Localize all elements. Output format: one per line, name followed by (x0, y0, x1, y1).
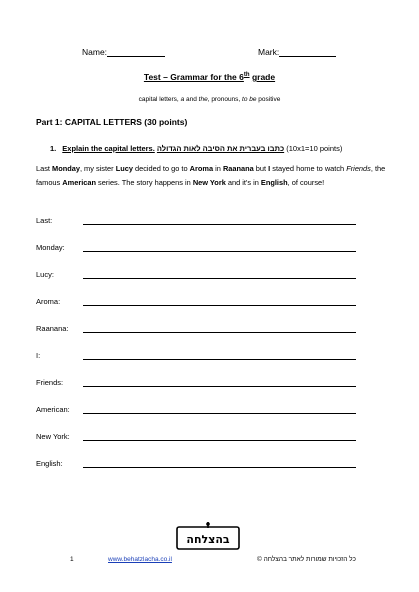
test-title (0, 72, 419, 82)
answer-label: Aroma: (36, 297, 61, 306)
answer-row-raanana (36, 323, 356, 335)
logo-text: בהצלחה (186, 533, 230, 546)
title-superscript: th (243, 72, 250, 79)
answer-line[interactable] (83, 413, 356, 414)
question-hebrew-instruction: כתבו בעברית את הסיבה לאות הגדולה (156, 144, 285, 153)
name-label: Name: (82, 47, 108, 57)
answer-label: Friends: (36, 378, 64, 387)
answer-row-new-york (36, 431, 356, 443)
answer-line[interactable] (83, 278, 356, 279)
behatzlacha-logo-icon (176, 522, 240, 550)
answer-row-american (36, 404, 356, 416)
footer-copyright: כל הזכויות שמורות לאתר בהצלחה © (257, 556, 356, 563)
page-number: 1 (70, 556, 74, 563)
answer-line[interactable] (83, 467, 356, 468)
title-main: Test – Grammar for the 6 (143, 72, 244, 82)
answer-label: Raanana: (36, 324, 69, 333)
answer-line[interactable] (83, 386, 356, 387)
answer-row-lucy (36, 269, 356, 281)
mark-label: Mark: (258, 47, 280, 57)
part1-heading: Part 1: CAPITAL LETTERS (30 points) (36, 117, 188, 127)
answer-label: I: (36, 351, 41, 360)
question-points: (10x1=10 points) (284, 144, 343, 153)
question-1 (50, 144, 342, 153)
title-tail: grade (251, 72, 276, 82)
test-subtitle: capital letters, a and the, pronouns, to be positive (138, 96, 281, 103)
answer-row-last (36, 215, 356, 227)
answer-row-i (36, 350, 356, 362)
answer-label: English: (36, 459, 63, 468)
answer-row-friends (36, 377, 356, 389)
answer-label: American: (36, 405, 70, 414)
answer-label: Last: (36, 216, 53, 225)
mark-field (258, 47, 336, 57)
answer-line[interactable] (83, 359, 356, 360)
website-link[interactable]: www.behatzlacha.co.il (108, 556, 172, 563)
answer-row-aroma (36, 296, 356, 308)
answer-line[interactable] (83, 440, 356, 441)
story-paragraph: Last Monday, my sister Lucy decided to go to Aroma in Raanana but I stayed home to watch Friends, the famous American series. The story happens in New York and it's in English, of course! (36, 164, 386, 187)
name-blank-line[interactable] (107, 47, 165, 57)
answer-label: New York: (36, 432, 70, 441)
name-field (82, 47, 165, 57)
mark-blank-line[interactable] (279, 47, 336, 57)
footer-link (108, 556, 172, 563)
answer-line[interactable] (83, 251, 356, 252)
answer-label: Monday: (36, 243, 65, 252)
answer-label: Lucy: (36, 270, 54, 279)
answer-line[interactable] (83, 332, 356, 333)
question-instruction: Explain the capital letters. (62, 144, 155, 153)
answer-line[interactable] (83, 224, 356, 225)
answer-line[interactable] (83, 305, 356, 306)
answer-row-english (36, 458, 356, 470)
question-number: 1. (50, 144, 57, 153)
answer-row-monday (36, 242, 356, 254)
